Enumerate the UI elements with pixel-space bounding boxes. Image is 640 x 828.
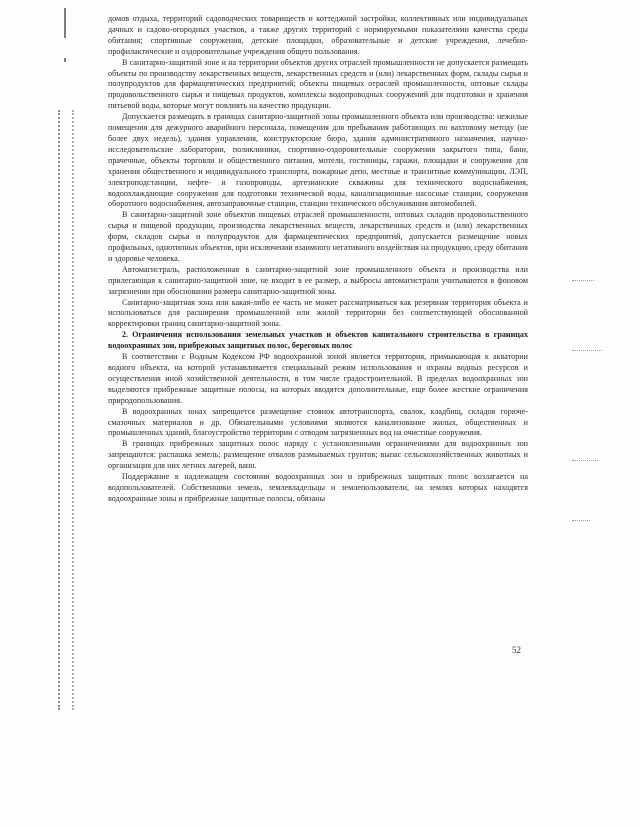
section-heading: 2. Ограничения использования земельных участков и объектов капитального строительства в границах водоохранных зон, прибрежных защитных полос, береговых полос bbox=[108, 330, 528, 351]
paragraph: Санитарно-защитная зона или какая-либо ее часть не может рассматриваться как резервная территория объекта и использоваться для расширения промышленной или жилой территории без соответствующей обоснованной корректировки границ санитарно-защитной зоны. bbox=[108, 297, 528, 329]
paragraph: В санитарно-защитной зоне и на территории объектов других отраслей промышленности не допускается размещать объекты по производству лекарственных веществ, лекарственных средств и (или) лекарственных форм, склады сырья и полупродуктов для фармацевтических предприятий; объекты пищевых отраслей промышленности, оптовые склады продовольственного сырья и пищевых продуктов, комплексы водопроводных сооружений для подготовки и хранения питьевой воды, которые могут повлиять на качество продукции. bbox=[108, 57, 528, 111]
margin-tick bbox=[572, 460, 598, 462]
binding-mark bbox=[64, 58, 66, 62]
binding-margin-artifacts bbox=[58, 0, 72, 828]
paragraph: В границах прибрежных защитных полос наряду с установленными ограничениями для водоохранных зон запрещаются: распашка земель; размещение отвалов размываемых грунтов; выпас сельскохозяйственных животных и организация для них летних лагерей, ванн. bbox=[108, 439, 528, 471]
page-number: 52 bbox=[512, 645, 521, 655]
paragraph: В соответствии с Водным Кодексом РФ водоохранной зоной является территория, примыкающая к акватории водного объекта, на которой устанавливается специальный режим использования и охраны водных ресурсов и осуществления иной хозяйственной деятельности, в том числе градостроительной. В пределах водоохранных зон выделяются прибрежные защитные полосы, на которых вводятся дополнительные, еще более жесткие ограничения природопользования. bbox=[108, 352, 528, 405]
paragraph: В санитарно-защитной зоне объектов пищевых отраслей промышленности, оптовых складов продовольственного сырья и пищевой продукции, производства лекарственных веществ, лекарственных средств и (или) лекарственных форм, складов сырья и полупродуктов для фармацевтических предприятий, допускается размещение новых профильных, однотипных объектов, при исключении взаимного негативного воздействия на продукцию, среду обитания и здоровье человека. bbox=[108, 210, 528, 263]
right-margin-artifacts bbox=[572, 280, 612, 580]
paragraph: Поддержание в надлежащем состоянии водоохранных зон и прибрежных защитных полос возлагается на водопользователей. Собственники земель, землевладельцы и землепользователи, на землях которых находятся водоохранные зоны и прибрежные защитные полосы, обязаны bbox=[108, 472, 528, 503]
margin-tick bbox=[572, 280, 594, 282]
document-page bbox=[108, 14, 528, 505]
paragraph: домов отдыха, территорий садоводческих товариществ и коттеджной застройки, коллективных или индивидуальных дачных и садово-огородных участков, а также других территорий с нормируемыми показателями качества среды обитания; спортивные сооружения, детские площадки, образовательные и детские учреждения, лечебно-профилактические и оздоровительные учреждения общего пользования. bbox=[108, 14, 528, 56]
margin-tick bbox=[572, 520, 590, 522]
paragraph: Автомагистраль, расположенная в санитарно-защитной зоне промышленного объекта и производства или прилегающая к санитарно-защитной зоне, не входит в ее размер, а выбросы автомагистрали учитываются в фоновом загрязнении при обосновании размера санитарно-защитной зоны. bbox=[108, 264, 528, 296]
margin-tick bbox=[572, 350, 602, 352]
paragraph: В водоохранных зонах запрещается размещение стоянок автотранспорта, свалок, кладбищ, складов горюче-смазочных материалов и др. Обязательными условиями являются канализование жилых, общественных и промышленных зданий, благоустройство территории с отводом загрязненных вод на очистные сооружения. bbox=[108, 406, 528, 438]
binding-mark bbox=[64, 8, 66, 38]
paragraph: Допускается размещать в границах санитарно-защитной зоны промышленного объекта или производства: нежилые помещения для дежурного аварийного персонала, помещения для пребывания работающих по вахтовому методу (не более двух недель), здания управления, конструкторские бюро, здания административного назначения, научно-исследовательские лаборатории, поликлиники, спортивно-оздоровительные сооружения закрытого типа, бани, прачечные, объекты торговли и общественного питания, мотели, гостиницы, гаражи, площадки и сооружения для хранения общественного и индивидуального транспорта, пожарные депо, местные и транзитные коммуникации, ЛЭП, электроподстанции, нефте- и газопроводы, артезианские скважины для технического водоснабжения, водоохлаждающие сооружения для подготовки технической воды, канализационные насосные станции, сооружения оборотного водоснабжения, автозаправочные станции, станции технического обслуживания автомобилей. bbox=[108, 112, 528, 209]
binding-dots bbox=[58, 110, 74, 710]
